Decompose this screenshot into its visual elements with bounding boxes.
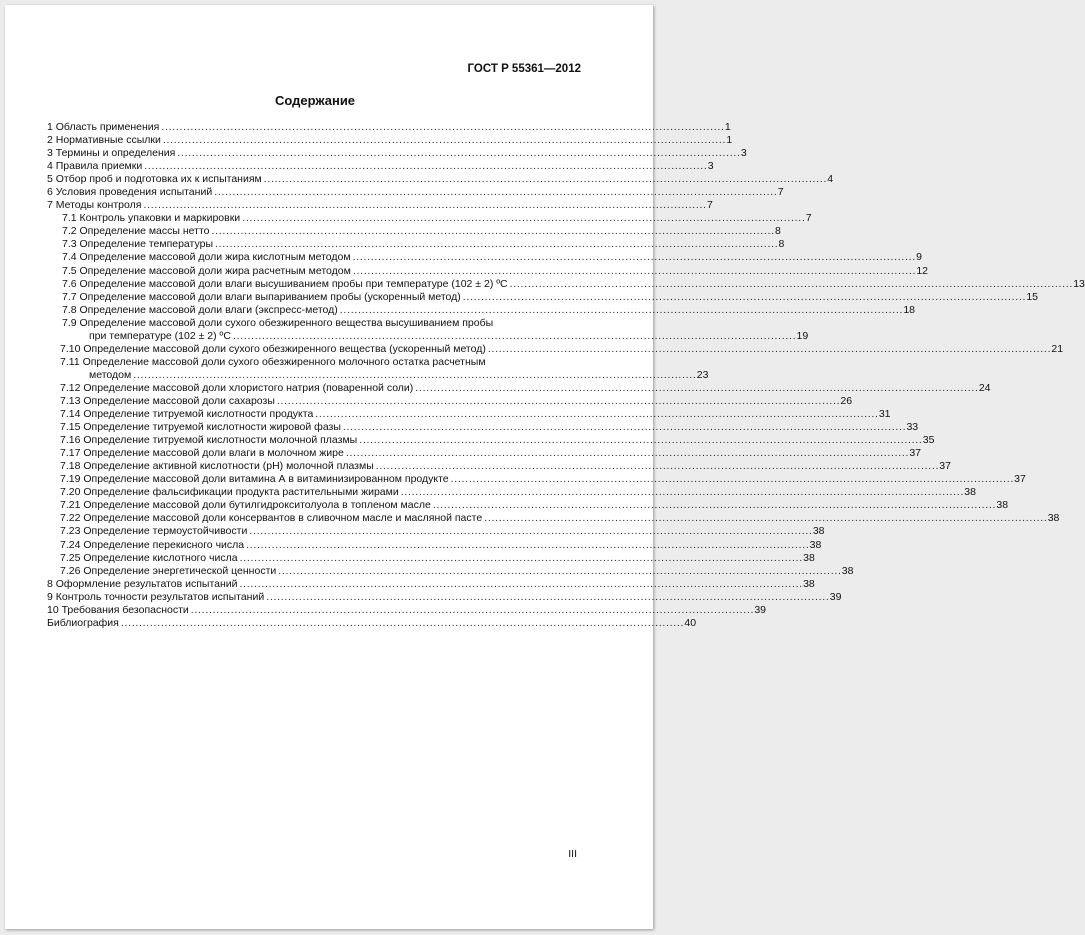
dot-leader (415, 382, 977, 395)
toc-entry-page: 15 (1026, 290, 1039, 303)
toc-entry-page: 7 (777, 186, 784, 199)
dot-leader (163, 134, 725, 147)
document-page (5, 5, 1085, 929)
dot-leader (249, 525, 811, 538)
toc-entry-page: 1 (724, 121, 731, 133)
toc-entry-title: 2 Нормативные ссылки (47, 134, 161, 147)
toc-entry-page: 18 (903, 303, 916, 316)
toc-entry[interactable] (47, 525, 825, 538)
dot-leader (191, 604, 753, 617)
toc-entry-page: 38 (812, 525, 825, 538)
toc-entry-page: 23 (696, 368, 709, 381)
dot-leader (246, 539, 808, 552)
dot-leader (510, 278, 1072, 291)
toc-entry-title: 7.8 Определение массовой доли влаги (экспресс-метод) (62, 303, 338, 316)
toc-entry[interactable] (47, 473, 1026, 486)
toc-entry-title: 7.19 Определение массовой доли витамина А в витаминизированном продукте (60, 473, 449, 486)
toc-entry-page: 38 (803, 551, 815, 564)
toc-entry-page: 3 (707, 160, 714, 173)
toc-entry-page: 4 (827, 173, 834, 186)
dot-leader (266, 591, 828, 604)
toc-entry-page: 21 (1051, 342, 1064, 355)
dot-leader (143, 199, 705, 212)
dot-leader (340, 304, 902, 317)
toc-entry-title: 7.13 Определение массовой доли сахарозы (60, 394, 275, 407)
toc-entry[interactable] (47, 277, 1085, 291)
toc-entry[interactable] (47, 460, 951, 473)
dot-leader (211, 225, 773, 238)
toc-entry-title: 7.18 Определение активной кислотности (pH) молочной плазмы (60, 460, 374, 473)
toc-entry-page: 39 (754, 603, 766, 616)
toc-entry[interactable] (47, 147, 747, 160)
dot-leader (353, 251, 915, 264)
dot-leader (161, 121, 723, 134)
dot-leader (133, 369, 695, 382)
dot-leader (359, 434, 921, 447)
toc-entry[interactable] (47, 121, 731, 134)
toc-entry[interactable] (47, 408, 891, 421)
toc-entry-page: 38 (841, 564, 854, 577)
toc-entry-title: 7.23 Определение термоустойчивости (60, 525, 248, 538)
toc-entry[interactable] (47, 317, 584, 330)
toc-entry[interactable] (47, 160, 714, 173)
toc-entry-page: 37 (939, 460, 951, 473)
toc-entry-title: 7.22 Определение массовой доли консервантов в сливочном масле и масляной пасте (60, 512, 483, 525)
toc-entry-page: 35 (922, 434, 935, 447)
toc-entry[interactable] (47, 134, 733, 147)
toc-entry-title: 7.4 Определение массовой доли жира кислотным методом (62, 251, 351, 264)
toc-entry-page: 3 (740, 147, 747, 160)
page-number: III (568, 848, 577, 860)
toc-entry[interactable] (47, 329, 809, 343)
toc-entry-title: 7.14 Определение титруемой кислотности продукта (60, 408, 314, 421)
dot-leader (315, 408, 877, 421)
toc-entry-title: 5 Отбор проб и подготовка их к испытаниям (47, 173, 262, 186)
toc-entry-title: 4 Правила приемки (47, 160, 143, 173)
toc-entry[interactable] (47, 538, 822, 552)
dot-leader (451, 473, 1013, 486)
document-code: ГОСТ Р 55361—2012 (467, 63, 581, 75)
toc-entry-title: 7.25 Определение кислотного числа (60, 551, 238, 564)
dot-leader (463, 291, 1025, 304)
toc-entry-title: 10 Требования безопасности (47, 603, 189, 616)
toc-entry[interactable] (47, 186, 784, 199)
toc-entry[interactable] (47, 590, 842, 604)
toc-entry-title: 7.1 Контроль упаковки и маркировки (62, 212, 241, 225)
dot-leader (214, 186, 776, 199)
toc-entry-page: 38 (809, 538, 822, 551)
toc-entry-title: 7.5 Определение массовой доли жира расчетным методом (62, 264, 351, 277)
toc-entry[interactable] (47, 499, 1009, 512)
toc-entry-title: 7.6 Определение массовой доли влаги высушиванием пробы при температуре (102 ± 2) ºС (62, 277, 508, 290)
toc-entry-page: 24 (978, 381, 991, 394)
toc-entry-page: 8 (778, 238, 785, 251)
toc-entry-title: методом (89, 368, 132, 381)
dot-leader (277, 395, 839, 408)
toc-entry-title: 1 Область применения (47, 121, 160, 133)
toc-entry-title: Библиография (47, 616, 119, 629)
toc-entry[interactable] (47, 225, 781, 238)
toc-title: Содержание (274, 93, 356, 108)
dot-leader (264, 173, 826, 186)
toc-entry-title: 9 Контроль точности результатов испытаний (47, 590, 265, 603)
toc-entry-title: 7.2 Определение массы нетто (62, 225, 210, 238)
dot-leader (401, 486, 963, 499)
toc-entry-title: 7.9 Определение массовой доли сухого обезжиренного вещества высушиванием пробы (62, 316, 494, 329)
toc-entry-page: 7 (805, 212, 812, 225)
toc-entry[interactable] (47, 251, 922, 264)
toc-entry[interactable] (47, 394, 853, 408)
toc-entry[interactable] (47, 212, 812, 225)
toc-entry[interactable] (47, 381, 991, 395)
toc-entry[interactable] (47, 421, 919, 434)
toc-entry[interactable] (47, 303, 916, 317)
toc-entry[interactable] (47, 564, 854, 578)
dot-leader (240, 552, 802, 565)
dot-leader (488, 343, 1050, 356)
toc-entry-title: 7.3 Определение температуры (62, 238, 213, 251)
toc-entry-page: 12 (916, 264, 929, 277)
toc-entry-page: 38 (964, 486, 976, 499)
toc-entry[interactable] (47, 342, 1064, 356)
toc-entry-page: 38 (803, 577, 815, 590)
toc-entry[interactable] (47, 616, 697, 630)
toc-entry-page: 40 (684, 616, 697, 629)
toc-entry[interactable] (47, 368, 709, 382)
toc-entry[interactable] (47, 447, 922, 460)
dot-leader (353, 265, 915, 278)
toc-entry-title: 7.21 Определение массовой доли бутилгидрокситолуола в топленом масле (60, 499, 431, 512)
dot-leader (121, 617, 683, 630)
dot-leader (233, 330, 795, 343)
dot-leader (242, 212, 804, 225)
toc-entry[interactable] (47, 512, 1060, 525)
dot-leader (177, 147, 739, 160)
toc-entry[interactable] (47, 603, 766, 617)
toc-entry-page: 26 (840, 394, 853, 407)
toc-entry-page: 31 (878, 408, 891, 421)
toc-entry-title: 7.20 Определение фальсификации продукта растительными жирами (60, 486, 399, 499)
toc-entry-page: 38 (996, 499, 1009, 512)
toc-entry[interactable] (47, 290, 1039, 304)
dot-leader (484, 512, 1046, 525)
table-of-contents (47, 121, 1085, 630)
dot-leader (144, 160, 706, 173)
dot-leader (433, 499, 995, 512)
toc-entry-title: 7.26 Определение энергетической ценности (60, 564, 277, 577)
toc-entry-page: 39 (829, 590, 842, 603)
toc-entry[interactable] (47, 486, 976, 499)
toc-entry[interactable] (47, 238, 785, 251)
toc-entry[interactable] (47, 577, 815, 591)
toc-entry-title: 6 Условия проведения испытаний (47, 186, 213, 199)
toc-entry[interactable] (47, 356, 584, 369)
toc-entry-page: 7 (706, 199, 713, 212)
toc-entry-title: 7.12 Определение массовой доли хлористого натрия (поваренной соли) (60, 381, 414, 394)
toc-entry[interactable] (47, 264, 929, 278)
toc-entry-page: 9 (916, 251, 922, 264)
toc-entry-title: 7 Методы контроля (47, 199, 142, 212)
dot-leader (278, 565, 840, 578)
toc-entry-page: 8 (775, 225, 781, 238)
toc-entry-page: 37 (909, 447, 922, 460)
toc-entry-page: 13 (1073, 277, 1085, 290)
dot-leader (343, 421, 905, 434)
dot-leader (346, 447, 908, 460)
toc-entry-title: 7.16 Определение титруемой кислотности молочной плазмы (60, 434, 358, 447)
toc-entry[interactable] (47, 434, 935, 447)
dot-leader (240, 578, 802, 591)
toc-entry-title: при температуре (102 ± 2) ºС (89, 329, 231, 342)
toc-entry-title: 7.15 Определение титруемой кислотности жировой фазы (60, 421, 341, 434)
toc-entry-title: 7.17 Определение массовой доли влаги в молочном жире (60, 447, 344, 460)
toc-entry-title: 7.10 Определение массовой доли сухого обезжиренного вещества (ускоренный метод) (60, 342, 486, 355)
toc-entry-title: 8 Оформление результатов испытаний (47, 577, 238, 590)
toc-entry-page: 37 (1014, 473, 1026, 486)
toc-entry-title: 7.7 Определение массовой доли влаги выпариванием пробы (ускоренный метод) (62, 290, 461, 303)
toc-entry-title: 7.24 Определение перекисного числа (60, 538, 245, 551)
toc-entry-page: 1 (726, 134, 733, 147)
toc-entry[interactable] (47, 551, 815, 565)
toc-entry-page: 19 (796, 329, 809, 342)
toc-entry-title: 3 Термины и определения (47, 147, 176, 160)
toc-entry[interactable] (47, 199, 713, 212)
toc-entry-page: 33 (906, 421, 919, 434)
dot-leader (215, 238, 777, 251)
toc-entry-page: 38 (1047, 512, 1060, 525)
dot-leader (376, 460, 938, 473)
toc-entry-title: 7.11 Определение массовой доли сухого обезжиренного молочного остатка расчетным (60, 355, 486, 368)
toc-entry[interactable] (47, 173, 834, 186)
